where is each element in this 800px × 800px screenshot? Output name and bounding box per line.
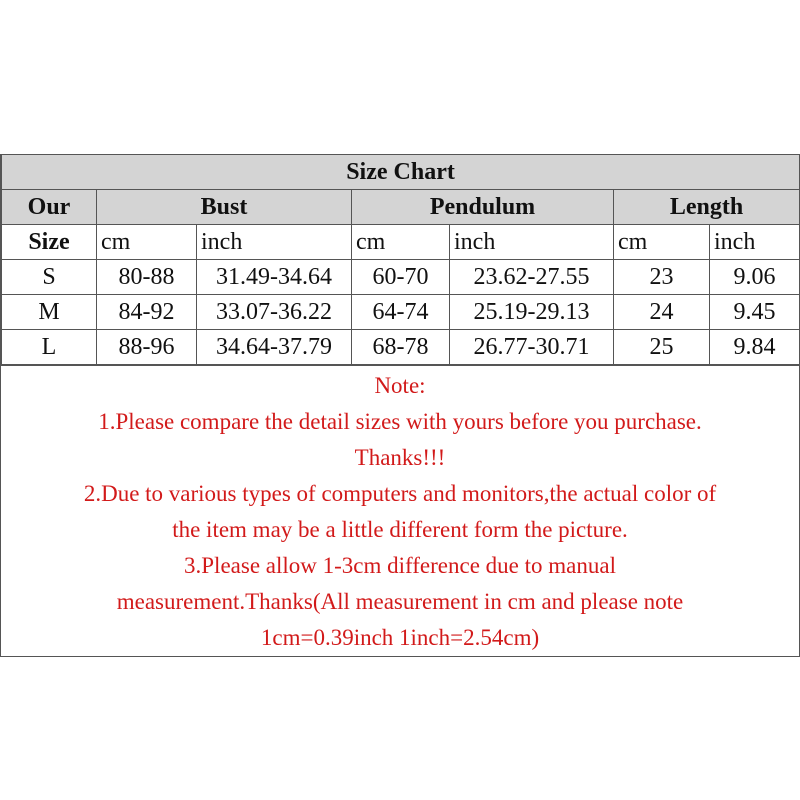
table-cell: 64-74 — [352, 295, 450, 330]
chart-title: Size Chart — [2, 155, 800, 190]
table-cell: 9.45 — [710, 295, 800, 330]
table-cell: 9.84 — [710, 330, 800, 365]
pendulum-header: Pendulum — [352, 190, 614, 225]
note-line: measurement.Thanks(All measurement in cm and please note — [116, 589, 684, 614]
unit-bust-inch: inch — [197, 225, 352, 260]
table-cell: 23.62-27.55 — [450, 260, 614, 295]
table-cell: 9.06 — [710, 260, 800, 295]
note-heading: Note: — [374, 373, 426, 398]
note-line: 2.Due to various types of computers and monitors,the actual color of — [83, 481, 717, 506]
bust-header: Bust — [97, 190, 352, 225]
size-cell: L — [2, 330, 97, 365]
size-table — [1, 155, 800, 365]
size-chart — [0, 154, 800, 657]
table-cell: 60-70 — [352, 260, 450, 295]
unit-pendulum-cm: cm — [352, 225, 450, 260]
table-row — [2, 295, 800, 330]
table-cell: 25 — [614, 330, 710, 365]
size-cell: S — [2, 260, 97, 295]
table-cell: 25.19-29.13 — [450, 295, 614, 330]
table-cell: 68-78 — [352, 330, 450, 365]
note-line: 3.Please allow 1-3cm difference due to manual — [184, 553, 616, 578]
table-cell: 31.49-34.64 — [197, 260, 352, 295]
table-cell: 34.64-37.79 — [197, 330, 352, 365]
unit-length-inch: inch — [710, 225, 800, 260]
table-cell: 84-92 — [97, 295, 197, 330]
table-cell: 23 — [614, 260, 710, 295]
note-line: Thanks!!! — [354, 445, 446, 470]
table-cell: 88-96 — [97, 330, 197, 365]
notes-block — [1, 365, 799, 656]
table-row — [2, 330, 800, 365]
table-row — [2, 260, 800, 295]
size-cell: M — [2, 295, 97, 330]
size-header-bottom: Size — [2, 225, 97, 260]
unit-length-cm: cm — [614, 225, 710, 260]
size-header-top: Our — [2, 190, 97, 225]
note-line: 1.Please compare the detail sizes with yours before you purchase. — [98, 409, 702, 434]
note-line: 1cm=0.39inch 1inch=2.54cm) — [260, 625, 540, 650]
unit-bust-cm: cm — [97, 225, 197, 260]
table-cell: 24 — [614, 295, 710, 330]
length-header: Length — [614, 190, 800, 225]
unit-pendulum-inch: inch — [450, 225, 614, 260]
table-cell: 26.77-30.71 — [450, 330, 614, 365]
table-cell: 33.07-36.22 — [197, 295, 352, 330]
table-cell: 80-88 — [97, 260, 197, 295]
note-line: the item may be a little different form the picture. — [172, 517, 628, 542]
